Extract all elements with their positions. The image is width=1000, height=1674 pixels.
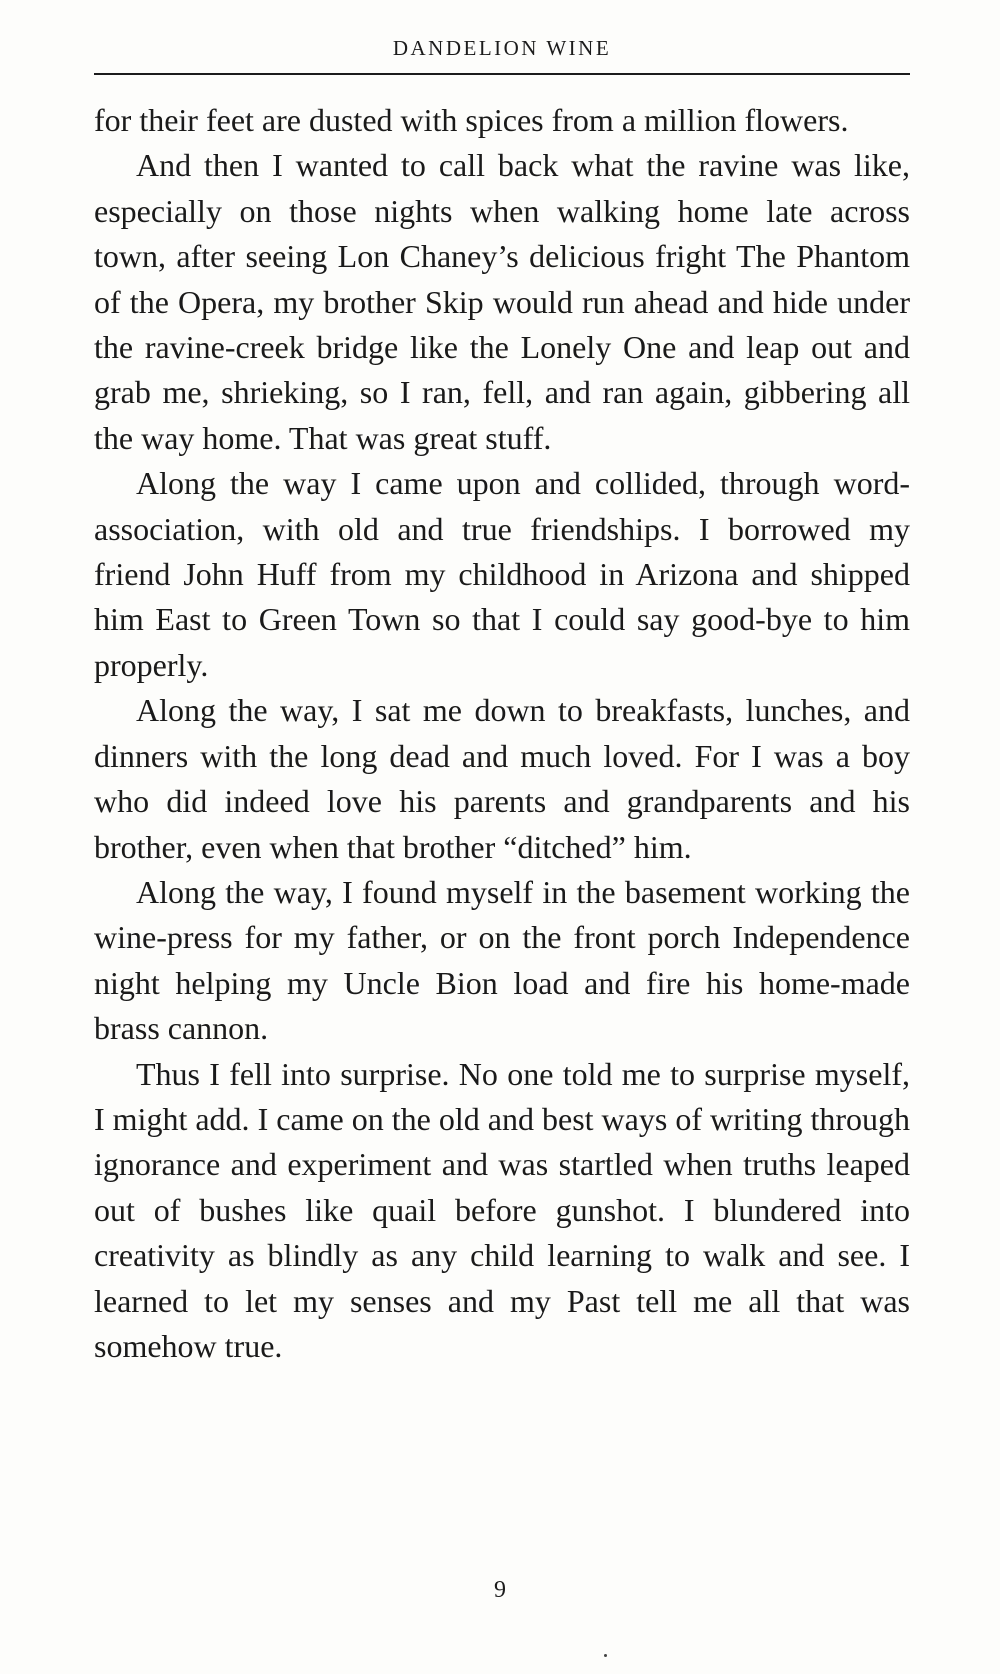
- paragraph-continued: for their feet are dusted with spices from a million flowers.: [94, 102, 849, 138]
- paragraph-surprise: Thus I fell into surprise. No one told me to surprise myself, I might add. I came on the old and best ways of writing through ignorance and experiment and was startled when truths leaped out of bushes like quail before gunshot. I blundered into creativity as blindly as any child learning to walk and see. I learned to let my senses and my Past tell me all that was somehow true.: [94, 1055, 910, 1364]
- paragraph-basement: Along the way, I found myself in the basement working the wine-press for my father, or on the front porch Independence night helping my Uncle Bion load and fire his home-made brass cannon.: [94, 873, 910, 1047]
- header-rule: [94, 73, 910, 75]
- body-text: [94, 98, 910, 1369]
- paragraph-friendships: Along the way I came upon and collided, through word-association, with old and true friendships. I borrowed my friend John Huff from my childhood in Arizona and shipped him East to Green Town so that I could say good-bye to him properly.: [94, 465, 910, 683]
- page-number: 9: [494, 1577, 506, 1603]
- paragraph-breakfasts: Along the way, I sat me down to breakfasts, lunches, and dinners with the long dead and much loved. For I was a boy who did indeed love his parents and grandparents and his brother, even when that brother “ditched” him.: [94, 692, 910, 865]
- running-head: DANDELION WINE: [392, 36, 612, 60]
- paragraph-ravine: And then I wanted to call back what the ravine was like, especially on those nights when walking home late across town, after seeing Lon Chaney’s delicious fright The Phantom of the Opera, my brother Skip would run ahead and hide under the ravine-creek bridge like the Lonely One and leap out and grab me, shrieking, so I ran, fell, and ran again, gibbering all the way home. That was great stuff.: [94, 147, 910, 456]
- ink-speck: [604, 1654, 607, 1657]
